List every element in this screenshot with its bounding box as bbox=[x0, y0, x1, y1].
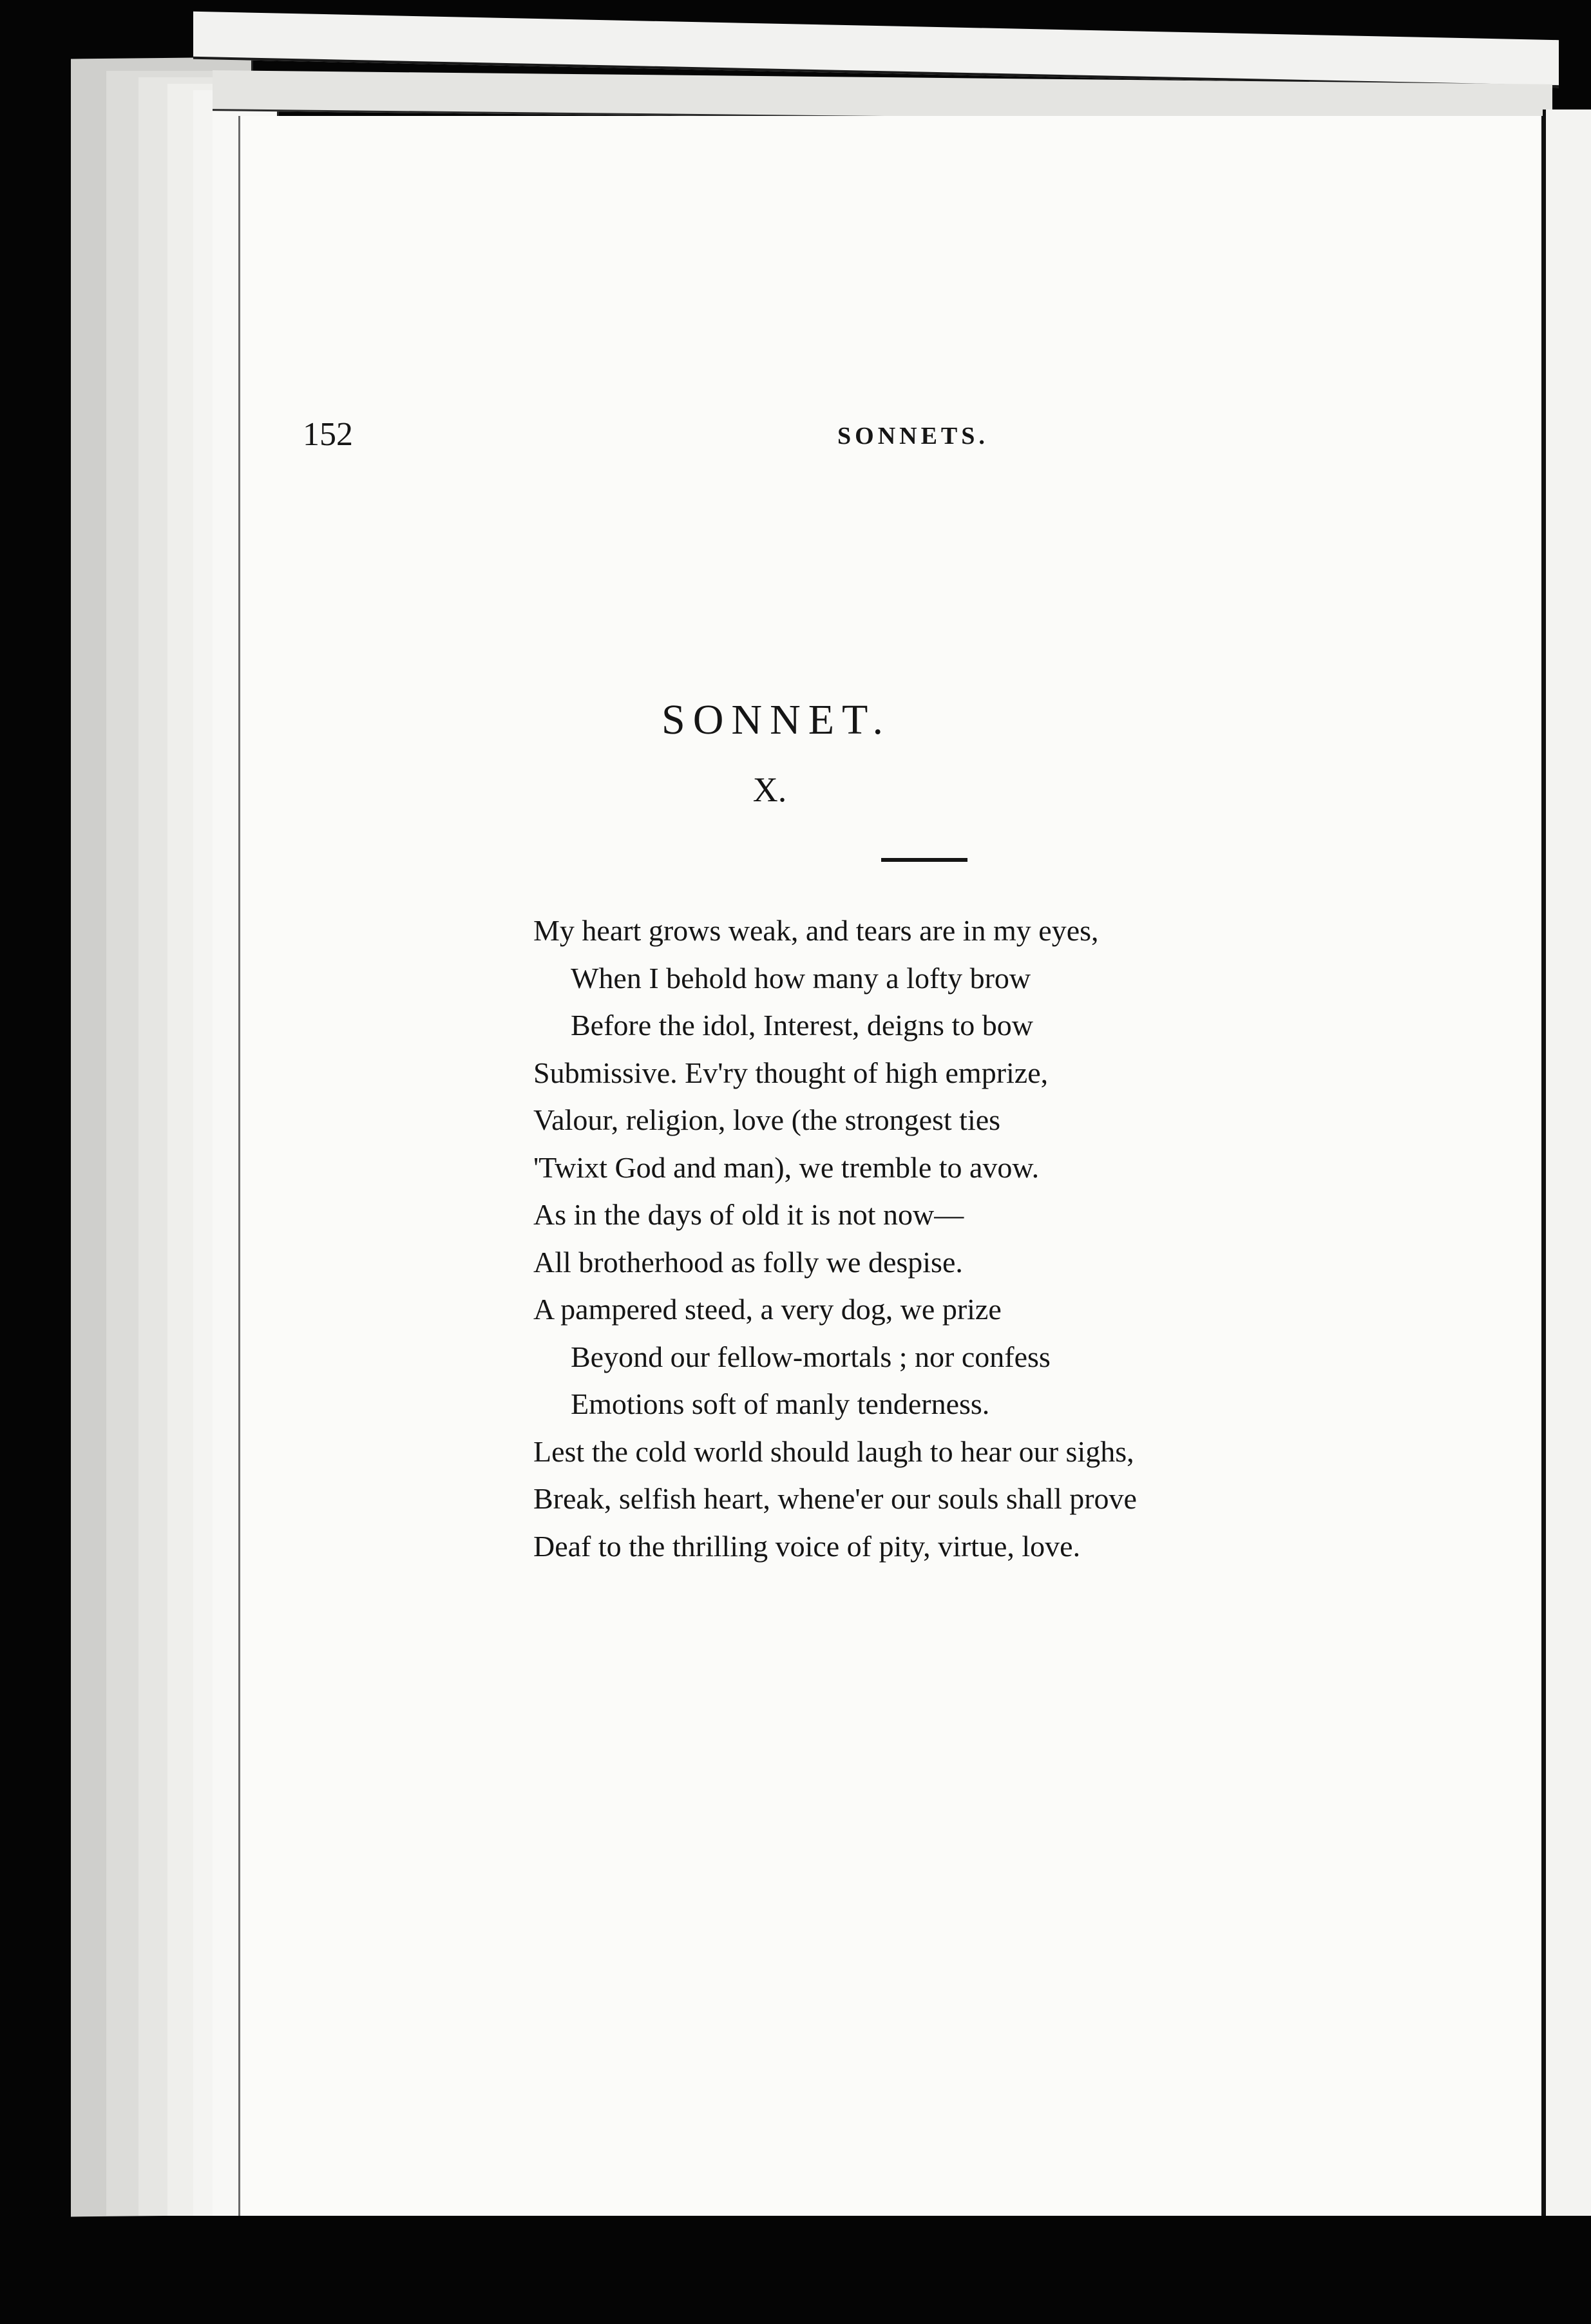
poem-line: Submissive. Ev'ry thought of high emprize, bbox=[533, 1056, 1049, 1089]
poem-line: A pampered steed, a very dog, we prize bbox=[533, 1293, 1002, 1326]
poem-line: Emotions soft of manly tenderness. bbox=[571, 1387, 990, 1420]
poem-line: All brotherhood as folly we despise. bbox=[533, 1245, 963, 1279]
poem-line: Lest the cold world should laugh to hear our sighs, bbox=[533, 1434, 1134, 1468]
poem-line: Deaf to the thrilling voice of pity, virtue, love. bbox=[533, 1529, 1081, 1563]
facing-page-edge bbox=[1543, 110, 1591, 2216]
title-rule bbox=[881, 858, 967, 862]
poem-line: Beyond our fellow-mortals ; nor confess bbox=[571, 1340, 1051, 1373]
poem-body bbox=[533, 907, 1137, 1570]
page-number: 152 bbox=[303, 416, 353, 453]
poem-line: My heart grows weak, and tears are in my eyes, bbox=[533, 914, 1099, 947]
poem-line: Valour, religion, love (the strongest ties bbox=[533, 1103, 1001, 1136]
poem-line: When I behold how many a lofty brow bbox=[571, 961, 1031, 995]
poem-line: Before the idol, Interest, deigns to bow bbox=[571, 1009, 1033, 1042]
poem-line: 'Twixt God and man), we tremble to avow. bbox=[533, 1150, 1040, 1184]
running-head: SONNETS. bbox=[837, 423, 989, 450]
sonnet-number: X. bbox=[752, 770, 787, 809]
poem-line: Break, selfish heart, whene'er our souls shall prove bbox=[533, 1482, 1137, 1515]
sonnet-title: SONNET. bbox=[662, 696, 891, 743]
poem-line: As in the days of old it is not now— bbox=[533, 1198, 964, 1231]
